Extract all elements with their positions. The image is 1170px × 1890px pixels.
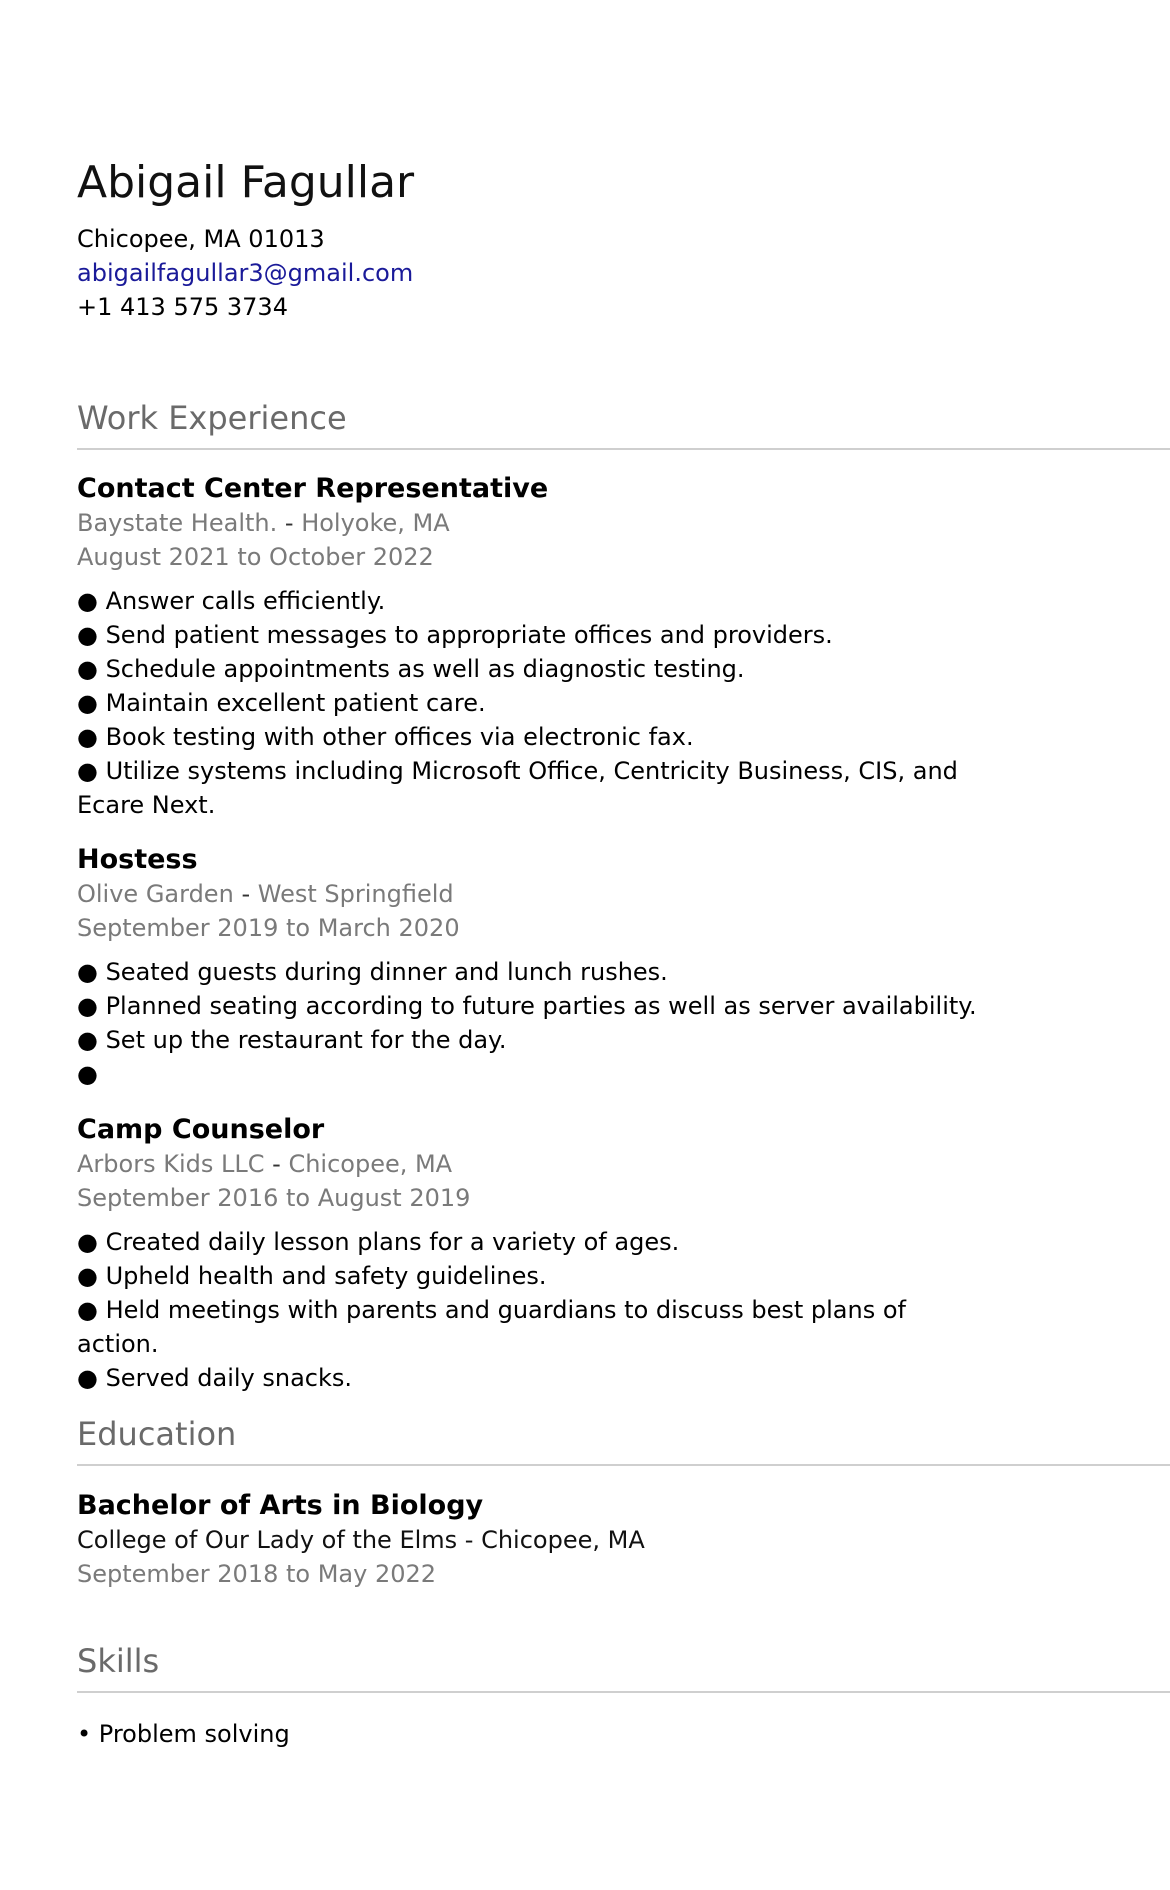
job-company-location — [77, 877, 1170, 911]
list-item: ● Maintain excellent patient care. — [77, 689, 486, 717]
address: Chicopee, MA 01013 — [77, 225, 325, 253]
job-company: Baystate Health. — [77, 509, 278, 537]
candidate-name: Abigail Fagullar — [77, 157, 415, 208]
job-title: Camp Counselor — [77, 1114, 325, 1145]
skills-section — [77, 1641, 1170, 1693]
section-divider — [77, 1691, 1170, 1693]
education-entry — [77, 1489, 1170, 1591]
job-title: Hostess — [77, 844, 198, 875]
job-company: Olive Garden — [77, 880, 234, 908]
job-bullets — [77, 955, 977, 1091]
school-name: College of Our Lady of the Elms - Chicopee, MA — [77, 1526, 645, 1554]
list-item: ● Created daily lesson plans for a variety of ages. — [77, 1228, 680, 1256]
section-title-education: Education — [77, 1415, 237, 1453]
job-entry — [77, 843, 1170, 1091]
job-bullets — [77, 584, 977, 822]
education-section — [77, 1414, 1170, 1466]
job-entry — [77, 472, 1170, 822]
job-company-location — [77, 1147, 1170, 1181]
list-item: ● Seated guests during dinner and lunch rushes. — [77, 958, 668, 986]
list-item: • Problem solving — [77, 1720, 290, 1748]
list-item: ● Set up the restaurant for the day. — [77, 1026, 507, 1054]
list-item: ● Send patient messages to appropriate offices and providers. — [77, 621, 833, 649]
job-dates: September 2016 to August 2019 — [77, 1184, 471, 1212]
section-divider — [77, 1464, 1170, 1466]
list-item: ● Utilize systems including Microsoft Office, Centricity Business, CIS, and Ecare Next. — [77, 757, 958, 819]
education-dates: September 2018 to May 2022 — [77, 1560, 437, 1588]
job-dates: September 2019 to March 2020 — [77, 914, 460, 942]
work-experience-section — [77, 398, 1170, 450]
list-item: ● Schedule appointments as well as diagnostic testing. — [77, 655, 745, 683]
list-item: ● — [77, 1060, 98, 1088]
job-company: Arbors Kids LLC — [77, 1150, 265, 1178]
list-item: ● Upheld health and safety guidelines. — [77, 1262, 547, 1290]
list-item: ● Served daily snacks. — [77, 1364, 353, 1392]
separator: - — [241, 880, 251, 908]
contact-info — [77, 222, 413, 324]
job-entry — [77, 1113, 1170, 1395]
separator: - — [284, 509, 294, 537]
section-title-work: Work Experience — [77, 399, 347, 437]
list-item: ● Answer calls efficiently. — [77, 587, 386, 615]
email-link[interactable]: abigailfagullar3@gmail.com — [77, 259, 414, 287]
section-title-skills: Skills — [77, 1642, 160, 1680]
job-location: Chicopee, MA — [288, 1150, 453, 1178]
job-location: West Springfield — [257, 880, 454, 908]
list-item: ● Planned seating according to future parties as well as server availability. — [77, 992, 977, 1020]
degree-title: Bachelor of Arts in Biology — [77, 1490, 484, 1521]
job-bullets — [77, 1225, 977, 1395]
job-title: Contact Center Representative — [77, 473, 549, 504]
separator: - — [272, 1150, 281, 1178]
job-location: Holyoke, MA — [301, 509, 450, 537]
list-item: ● Book testing with other offices via electronic fax. — [77, 723, 694, 751]
list-item: ● Held meetings with parents and guardians to discuss best plans of action. — [77, 1296, 906, 1358]
section-divider — [77, 448, 1170, 450]
phone: +1 413 575 3734 — [77, 293, 288, 321]
skills-bullets — [77, 1717, 977, 1751]
job-company-location — [77, 506, 1170, 540]
job-dates: August 2021 to October 2022 — [77, 543, 434, 571]
skills-list — [77, 1717, 1170, 1751]
